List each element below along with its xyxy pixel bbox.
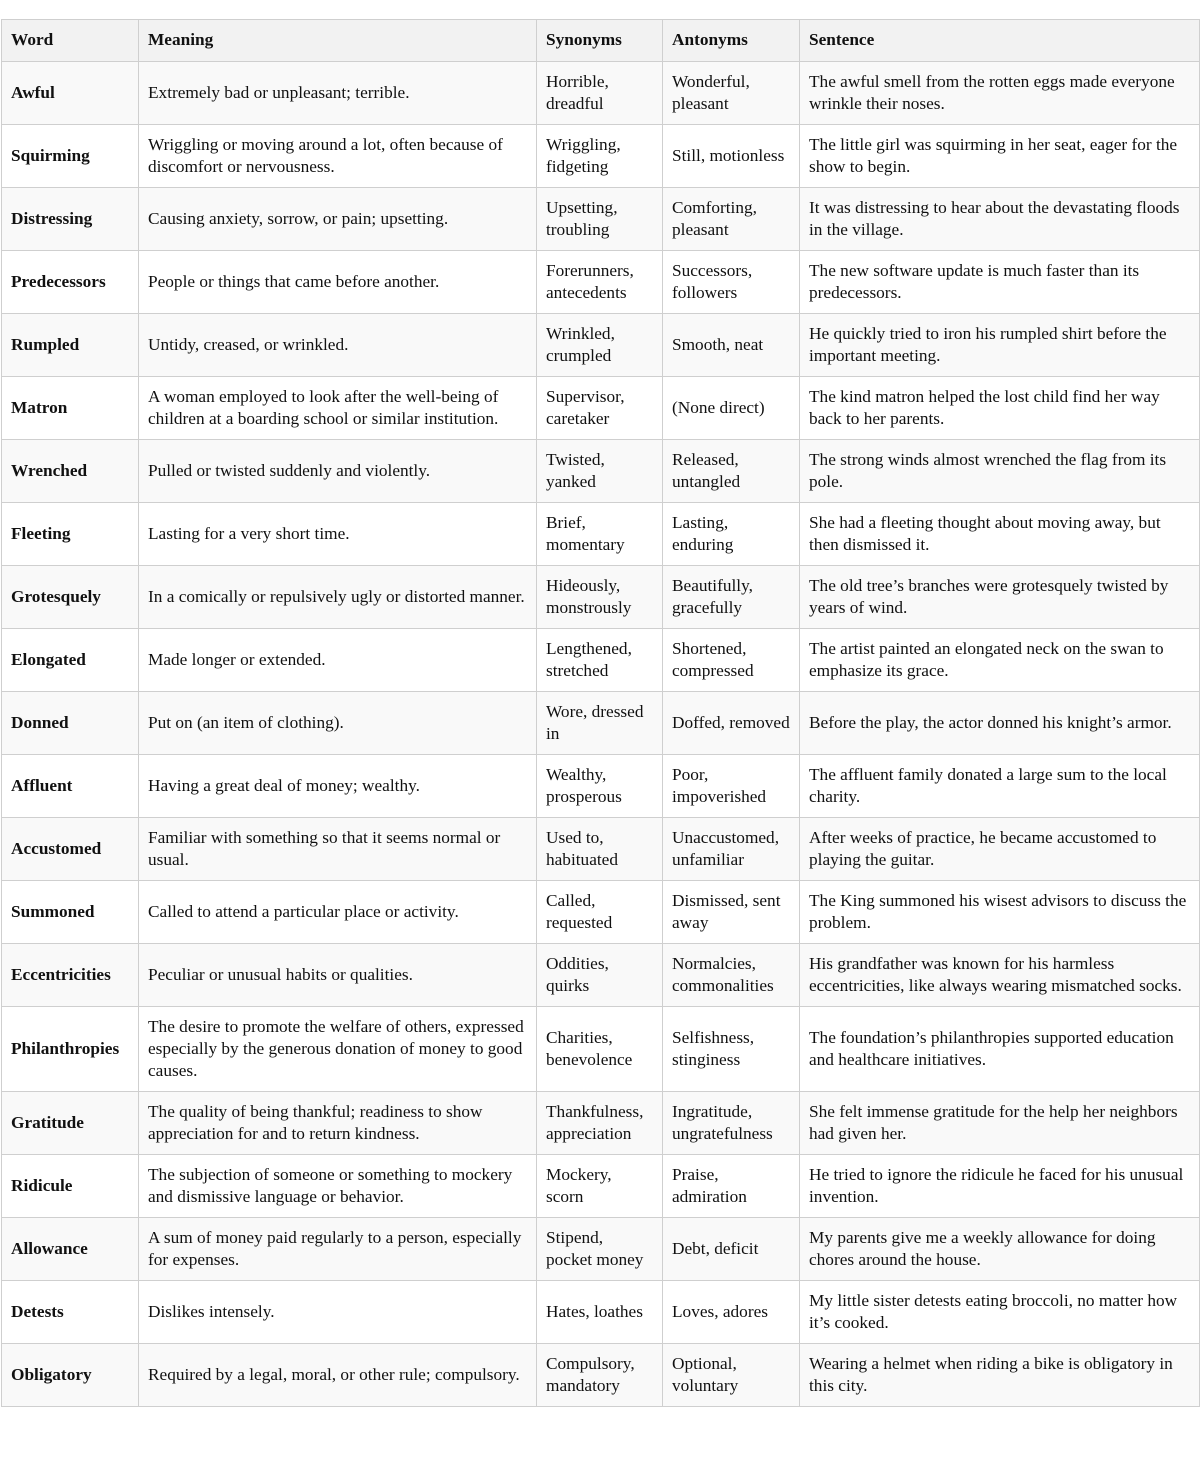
cell-synonyms: Hates, loathes [537,1281,663,1344]
cell-word: Awful [2,62,139,125]
cell-meaning: Having a great deal of money; wealthy. [139,755,537,818]
cell-word: Fleeting [2,503,139,566]
cell-sentence: After weeks of practice, he became accustomed to playing the guitar. [800,818,1200,881]
cell-word: Summoned [2,881,139,944]
cell-meaning: The quality of being thankful; readiness to show appreciation for and to return kindness. [139,1092,537,1155]
cell-word: Philanthropies [2,1007,139,1092]
cell-word: Ridicule [2,1155,139,1218]
cell-sentence: Before the play, the actor donned his knight’s armor. [800,692,1200,755]
cell-word: Accustomed [2,818,139,881]
table-row [2,1281,1200,1344]
cell-synonyms: Called, requested [537,881,663,944]
cell-word: Grotesquely [2,566,139,629]
cell-meaning: Peculiar or unusual habits or qualities. [139,944,537,1007]
cell-antonyms: Unaccustomed, unfamiliar [663,818,800,881]
cell-synonyms: Wealthy, prosperous [537,755,663,818]
cell-antonyms: Lasting, enduring [663,503,800,566]
cell-sentence: She had a fleeting thought about moving away, but then dismissed it. [800,503,1200,566]
table-row [2,503,1200,566]
cell-antonyms: Wonderful, pleasant [663,62,800,125]
cell-word: Predecessors [2,251,139,314]
cell-meaning: Called to attend a particular place or activity. [139,881,537,944]
cell-synonyms: Hideously, monstrously [537,566,663,629]
cell-sentence: He tried to ignore the ridicule he faced for his unusual invention. [800,1155,1200,1218]
cell-synonyms: Horrible, dreadful [537,62,663,125]
table-row [2,566,1200,629]
table-row [2,629,1200,692]
table-row [2,692,1200,755]
cell-sentence: The King summoned his wisest advisors to discuss the problem. [800,881,1200,944]
cell-synonyms: Forerunners, antecedents [537,251,663,314]
table-row [2,440,1200,503]
cell-antonyms: Loves, adores [663,1281,800,1344]
cell-synonyms: Wriggling, fidgeting [537,125,663,188]
header-synonyms: Synonyms [537,20,663,62]
cell-synonyms: Thankfulness, appreciation [537,1092,663,1155]
cell-word: Eccentricities [2,944,139,1007]
cell-word: Detests [2,1281,139,1344]
cell-synonyms: Used to, habituated [537,818,663,881]
table-row [2,314,1200,377]
cell-antonyms: Successors, followers [663,251,800,314]
cell-word: Rumpled [2,314,139,377]
cell-meaning: Familiar with something so that it seems normal or usual. [139,818,537,881]
cell-sentence: The awful smell from the rotten eggs made everyone wrinkle their noses. [800,62,1200,125]
cell-sentence: The artist painted an elongated neck on the swan to emphasize its grace. [800,629,1200,692]
cell-sentence: He quickly tried to iron his rumpled shirt before the important meeting. [800,314,1200,377]
cell-meaning: Made longer or extended. [139,629,537,692]
cell-meaning: Untidy, creased, or wrinkled. [139,314,537,377]
vocabulary-table [1,19,1200,1407]
cell-synonyms: Twisted, yanked [537,440,663,503]
header-sentence: Sentence [800,20,1200,62]
cell-meaning: A sum of money paid regularly to a person, especially for expenses. [139,1218,537,1281]
table-row [2,1007,1200,1092]
header-row [2,20,1200,62]
cell-synonyms: Wore, dressed in [537,692,663,755]
cell-antonyms: Ingratitude, ungratefulness [663,1092,800,1155]
cell-word: Affluent [2,755,139,818]
cell-word: Donned [2,692,139,755]
table-row [2,944,1200,1007]
table-row [2,1344,1200,1407]
cell-meaning: Causing anxiety, sorrow, or pain; upsetting. [139,188,537,251]
cell-sentence: My little sister detests eating broccoli, no matter how it’s cooked. [800,1281,1200,1344]
cell-sentence: The new software update is much faster than its predecessors. [800,251,1200,314]
cell-antonyms: Poor, impoverished [663,755,800,818]
cell-sentence: The little girl was squirming in her seat, eager for the show to begin. [800,125,1200,188]
cell-antonyms: Normalcies, commonalities [663,944,800,1007]
vocabulary-table-container [1,19,1199,1407]
cell-antonyms: Comforting, pleasant [663,188,800,251]
table-row [2,62,1200,125]
cell-meaning: The desire to promote the welfare of others, expressed especially by the generous donation of money to good causes. [139,1007,537,1092]
cell-meaning: In a comically or repulsively ugly or distorted manner. [139,566,537,629]
cell-antonyms: Beautifully, gracefully [663,566,800,629]
cell-sentence: She felt immense gratitude for the help her neighbors had given her. [800,1092,1200,1155]
cell-antonyms: Dismissed, sent away [663,881,800,944]
cell-antonyms: Praise, admiration [663,1155,800,1218]
cell-antonyms: Still, motionless [663,125,800,188]
cell-sentence: My parents give me a weekly allowance for doing chores around the house. [800,1218,1200,1281]
cell-synonyms: Supervisor, caretaker [537,377,663,440]
cell-meaning: Required by a legal, moral, or other rule; compulsory. [139,1344,537,1407]
cell-meaning: Extremely bad or unpleasant; terrible. [139,62,537,125]
cell-synonyms: Wrinkled, crumpled [537,314,663,377]
cell-antonyms: Released, untangled [663,440,800,503]
table-body [2,62,1200,1407]
table-row [2,251,1200,314]
cell-word: Gratitude [2,1092,139,1155]
header-meaning: Meaning [139,20,537,62]
cell-meaning: People or things that came before another. [139,251,537,314]
cell-meaning: The subjection of someone or something to mockery and dismissive language or behavior. [139,1155,537,1218]
cell-word: Allowance [2,1218,139,1281]
cell-meaning: Lasting for a very short time. [139,503,537,566]
cell-antonyms: Selfishness, stinginess [663,1007,800,1092]
table-row [2,188,1200,251]
cell-word: Elongated [2,629,139,692]
table-row [2,377,1200,440]
cell-meaning: Put on (an item of clothing). [139,692,537,755]
table-row [2,1092,1200,1155]
cell-antonyms: Optional, voluntary [663,1344,800,1407]
cell-word: Matron [2,377,139,440]
table-row [2,1218,1200,1281]
table-row [2,1155,1200,1218]
cell-antonyms: Smooth, neat [663,314,800,377]
cell-synonyms: Upsetting, troubling [537,188,663,251]
cell-antonyms: Doffed, removed [663,692,800,755]
cell-meaning: A woman employed to look after the well-being of children at a boarding school or similar institution. [139,377,537,440]
cell-sentence: The strong winds almost wrenched the flag from its pole. [800,440,1200,503]
cell-synonyms: Compulsory, mandatory [537,1344,663,1407]
cell-meaning: Pulled or twisted suddenly and violently. [139,440,537,503]
cell-word: Squirming [2,125,139,188]
cell-sentence: Wearing a helmet when riding a bike is obligatory in this city. [800,1344,1200,1407]
cell-word: Wrenched [2,440,139,503]
cell-synonyms: Oddities, quirks [537,944,663,1007]
table-row [2,881,1200,944]
cell-synonyms: Stipend, pocket money [537,1218,663,1281]
cell-word: Obligatory [2,1344,139,1407]
table-row [2,818,1200,881]
table-row [2,125,1200,188]
cell-antonyms: Shortened, compressed [663,629,800,692]
cell-meaning: Dislikes intensely. [139,1281,537,1344]
cell-sentence: It was distressing to hear about the devastating floods in the village. [800,188,1200,251]
cell-synonyms: Charities, benevolence [537,1007,663,1092]
header-antonyms: Antonyms [663,20,800,62]
cell-sentence: The kind matron helped the lost child find her way back to her parents. [800,377,1200,440]
cell-sentence: The affluent family donated a large sum to the local charity. [800,755,1200,818]
cell-sentence: The old tree’s branches were grotesquely twisted by years of wind. [800,566,1200,629]
cell-sentence: His grandfather was known for his harmless eccentricities, like always wearing mismatched socks. [800,944,1200,1007]
cell-synonyms: Mockery, scorn [537,1155,663,1218]
header-word: Word [2,20,139,62]
cell-word: Distressing [2,188,139,251]
cell-synonyms: Brief, momentary [537,503,663,566]
cell-meaning: Wriggling or moving around a lot, often because of discomfort or nervousness. [139,125,537,188]
table-row [2,755,1200,818]
cell-antonyms: Debt, deficit [663,1218,800,1281]
cell-antonyms: (None direct) [663,377,800,440]
cell-sentence: The foundation’s philanthropies supported education and healthcare initiatives. [800,1007,1200,1092]
cell-synonyms: Lengthened, stretched [537,629,663,692]
